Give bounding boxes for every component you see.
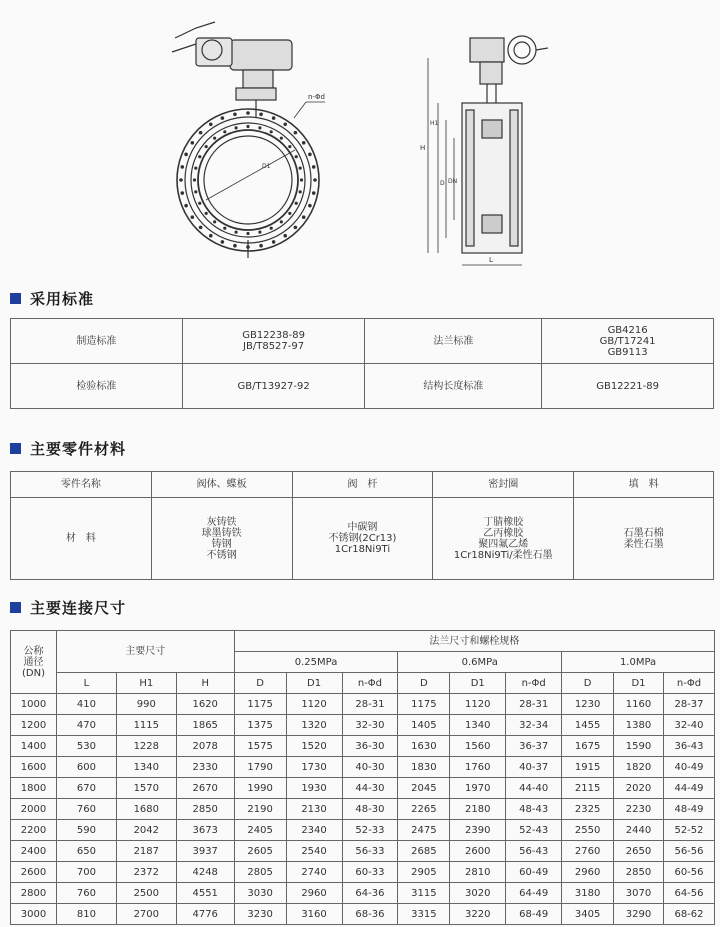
table-cell: 3180	[562, 883, 614, 904]
table-cell: 石墨石棉 柔性石墨	[574, 498, 714, 580]
table-cell: 64-36	[342, 883, 398, 904]
table-cell: 1455	[562, 715, 614, 736]
table-row	[11, 715, 715, 736]
bolt-hole	[258, 231, 261, 234]
table-cell: 3937	[176, 841, 234, 862]
table-cell: 制造标准	[11, 319, 183, 364]
dimensions-section-title	[10, 597, 126, 617]
table-cell: 2685	[398, 841, 450, 862]
col-header: D1	[614, 673, 664, 694]
bolt-hole	[233, 244, 237, 248]
table-cell: 2670	[176, 778, 234, 799]
table-cell: 2760	[562, 841, 614, 862]
table-cell: 2550	[562, 820, 614, 841]
table-row	[11, 694, 715, 715]
bolt-hole	[194, 166, 197, 169]
table-cell: 810	[56, 904, 116, 925]
table-cell: 32-30	[342, 715, 398, 736]
header-cell: 阀体、蝶板	[151, 472, 292, 498]
table-cell: 56-56	[663, 841, 714, 862]
table-cell: 1915	[562, 757, 614, 778]
table-cell: 36-30	[342, 736, 398, 757]
bolt-hole	[272, 240, 276, 244]
bolt-hole	[302, 141, 306, 145]
table-cell: 1970	[450, 778, 506, 799]
table-cell: 3230	[234, 904, 286, 925]
table-cell: 60-56	[663, 862, 714, 883]
table-cell: 64-56	[663, 883, 714, 904]
table-cell: 1160	[614, 694, 664, 715]
h-label: H	[420, 144, 426, 152]
table-cell: 2440	[614, 820, 664, 841]
table-cell: 1560	[450, 736, 506, 757]
bolt-hole	[180, 165, 184, 169]
table-cell: 1228	[116, 736, 176, 757]
header-cell: 填 料	[574, 472, 714, 498]
table-cell: 64-49	[506, 883, 562, 904]
table-cell: 60-49	[506, 862, 562, 883]
table-cell: 2325	[562, 799, 614, 820]
table-cell: 2187	[116, 841, 176, 862]
table-cell: 1590	[614, 736, 664, 757]
table-cell: 760	[56, 883, 116, 904]
dimensions-table	[10, 630, 715, 925]
table-cell: 2800	[11, 883, 57, 904]
bolt-hole	[209, 122, 213, 126]
table-cell: 68-36	[342, 904, 398, 925]
table-row	[11, 757, 715, 778]
bolt-hole	[288, 212, 291, 215]
table-cell: 2180	[450, 799, 506, 820]
main-header: 主要尺寸	[56, 631, 234, 673]
bolt-hole	[312, 165, 316, 169]
table-cell: 1570	[116, 778, 176, 799]
section-marker	[10, 602, 21, 613]
table-cell: 36-43	[663, 736, 714, 757]
bolt-hole	[184, 204, 188, 208]
table-cell: 检验标准	[11, 364, 183, 409]
table-cell: 1520	[286, 736, 342, 757]
bolt-hole	[308, 153, 312, 157]
col-header: D	[398, 673, 450, 694]
table-cell: 650	[56, 841, 116, 862]
bolt-hole	[270, 227, 273, 230]
table-header-row	[11, 631, 715, 652]
bolt-hole	[190, 141, 194, 145]
materials-section-title	[10, 438, 126, 458]
bolt-hole	[299, 190, 302, 193]
bolt-hole	[234, 126, 237, 129]
table-cell: 700	[56, 862, 116, 883]
bolt-hole	[258, 126, 261, 129]
table-cell: 3000	[11, 904, 57, 925]
table-cell: 410	[56, 694, 116, 715]
table-header-row	[11, 472, 714, 498]
table-cell: 52-43	[506, 820, 562, 841]
bolt-hole	[194, 190, 197, 193]
dimensions-title: 主要连接尺寸	[30, 598, 127, 617]
standards-section-title	[10, 288, 94, 308]
header-cell: 阀 杆	[292, 472, 433, 498]
pressure-header: 0.6MPa	[398, 652, 562, 673]
bolt-hole	[233, 112, 237, 116]
bolt-hole	[312, 191, 316, 195]
table-cell: 1620	[176, 694, 234, 715]
table-cell: 材 料	[11, 498, 152, 580]
table-cell: 2115	[562, 778, 614, 799]
table-cell: GB4216 GB/T17241 GB9113	[542, 319, 714, 364]
h1-label: H1	[430, 120, 439, 127]
table-cell: 2850	[614, 862, 664, 883]
bolt-hole	[272, 116, 276, 120]
table-cell: 2600	[450, 841, 506, 862]
col-header: H1	[116, 673, 176, 694]
table-cell: 1800	[11, 778, 57, 799]
table-cell: 470	[56, 715, 116, 736]
table-cell: 1990	[234, 778, 286, 799]
table-cell: 2740	[286, 862, 342, 883]
table-cell: 3070	[614, 883, 664, 904]
bolt-hole	[270, 130, 273, 133]
table-cell: 2042	[116, 820, 176, 841]
table-row	[11, 498, 714, 580]
table-cell: 2400	[11, 841, 57, 862]
bolt-hole	[205, 212, 208, 215]
bolt-hole	[299, 166, 302, 169]
table-cell: 44-40	[506, 778, 562, 799]
table-cell: 2265	[398, 799, 450, 820]
table-cell: 1680	[116, 799, 176, 820]
table-cell: 2905	[398, 862, 450, 883]
table-row	[11, 364, 714, 409]
table-cell: 1575	[234, 736, 286, 757]
bolt-hole	[246, 245, 250, 249]
bolt-hole	[294, 226, 298, 230]
table-cell: 丁腈橡胶 乙丙橡胶 聚四氟乙烯 1Cr18Ni9Ti/柔性石墨	[433, 498, 574, 580]
table-cell: 3315	[398, 904, 450, 925]
table-header-row	[11, 673, 715, 694]
table-row	[11, 820, 715, 841]
standards-table	[10, 318, 714, 409]
flange-header: 法兰尺寸和螺栓规格	[234, 631, 714, 652]
bolt-hole	[300, 178, 303, 181]
table-cell: 40-49	[663, 757, 714, 778]
section-marker	[10, 293, 21, 304]
header-cell: 密封圈	[433, 472, 574, 498]
table-row	[11, 319, 714, 364]
table-row	[11, 736, 715, 757]
bolt-hole	[184, 153, 188, 157]
table-cell: 600	[56, 757, 116, 778]
table-cell: 1760	[450, 757, 506, 778]
col-header: n-Φd	[663, 673, 714, 694]
table-cell: 32-34	[506, 715, 562, 736]
table-cell: 2190	[234, 799, 286, 820]
bolt-hole	[180, 191, 184, 195]
bolt-hole	[213, 220, 216, 223]
table-row	[11, 904, 715, 925]
col-header: n-Φd	[506, 673, 562, 694]
side-view	[428, 36, 548, 265]
table-cell: 40-30	[342, 757, 398, 778]
d1-label: D1	[262, 163, 271, 170]
materials-title: 主要零件材料	[30, 439, 127, 458]
table-cell: 1175	[398, 694, 450, 715]
bolt-hole	[246, 232, 249, 235]
table-cell: 1375	[234, 715, 286, 736]
table-cell: 中碳钢 不锈钢(2Cr13) 1Cr18Ni9Ti	[292, 498, 433, 580]
table-cell: 2000	[11, 799, 57, 820]
col-header: D	[562, 673, 614, 694]
table-cell: 28-31	[506, 694, 562, 715]
bolt-hole	[199, 226, 203, 230]
table-cell: 56-33	[342, 841, 398, 862]
bolt-hole	[259, 244, 263, 248]
bolt-hole	[294, 131, 298, 135]
table-cell: 2650	[614, 841, 664, 862]
table-cell: 1790	[234, 757, 286, 778]
table-cell: 1200	[11, 715, 57, 736]
table-cell: 3030	[234, 883, 286, 904]
table-cell: 2020	[614, 778, 664, 799]
table-cell: 56-43	[506, 841, 562, 862]
table-cell: 2475	[398, 820, 450, 841]
table-cell: 1115	[116, 715, 176, 736]
table-cell: 68-49	[506, 904, 562, 925]
table-cell: 2540	[286, 841, 342, 862]
bolt-hole	[259, 112, 263, 116]
col-header: D1	[286, 673, 342, 694]
standards-title: 采用标准	[30, 289, 95, 308]
bolt-hole	[234, 231, 237, 234]
valve-drawing	[0, 0, 720, 280]
table-cell: 760	[56, 799, 116, 820]
table-cell: 4551	[176, 883, 234, 904]
table-cell: 3673	[176, 820, 234, 841]
table-cell: 1930	[286, 778, 342, 799]
table-cell: 48-49	[663, 799, 714, 820]
table-cell: 2810	[450, 862, 506, 883]
bolt-hole	[223, 227, 226, 230]
bolt-hole	[313, 178, 317, 182]
table-row	[11, 862, 715, 883]
table-cell: 40-37	[506, 757, 562, 778]
bolt-hole	[308, 204, 312, 208]
bolt-hole	[209, 234, 213, 238]
table-cell: 1000	[11, 694, 57, 715]
materials-table	[10, 471, 714, 580]
table-cell: 990	[116, 694, 176, 715]
col-header: D1	[450, 673, 506, 694]
bolt-hole	[295, 155, 298, 158]
table-cell: 3220	[450, 904, 506, 925]
bolt-hole	[283, 122, 287, 126]
table-cell: 2372	[116, 862, 176, 883]
front-view	[172, 22, 325, 258]
table-cell: 2078	[176, 736, 234, 757]
table-cell: 1820	[614, 757, 664, 778]
table-row	[11, 841, 715, 862]
table-cell: 28-37	[663, 694, 714, 715]
table-row	[11, 799, 715, 820]
table-cell: 2230	[614, 799, 664, 820]
table-cell: 2960	[286, 883, 342, 904]
pressure-header: 0.25MPa	[234, 652, 398, 673]
table-cell: 1600	[11, 757, 57, 778]
table-cell: 2390	[450, 820, 506, 841]
table-cell: 530	[56, 736, 116, 757]
table-cell: 2500	[116, 883, 176, 904]
bolt-hole	[246, 125, 249, 128]
bolt-hole	[283, 234, 287, 238]
table-cell: 1120	[286, 694, 342, 715]
table-cell: 2200	[11, 820, 57, 841]
bolt-hole	[280, 137, 283, 140]
table-cell: 法兰标准	[365, 319, 542, 364]
col-header: n-Φd	[342, 673, 398, 694]
table-cell: 1120	[450, 694, 506, 715]
bolt-hole	[295, 202, 298, 205]
bolt-hole	[280, 220, 283, 223]
bolt-hole	[221, 116, 225, 120]
table-cell: 2405	[234, 820, 286, 841]
table-cell: 2960	[562, 862, 614, 883]
n-phi-d-label: n-Φd	[308, 93, 325, 101]
bolt-hole	[190, 215, 194, 219]
bolt-hole	[193, 178, 196, 181]
col-header: H	[176, 673, 234, 694]
table-cell: 590	[56, 820, 116, 841]
table-cell: 1730	[286, 757, 342, 778]
col-header: D	[234, 673, 286, 694]
bolt-hole	[205, 145, 208, 148]
table-cell: 1675	[562, 736, 614, 757]
bolt-hole	[302, 215, 306, 219]
table-cell: 1380	[614, 715, 664, 736]
table-cell: 2600	[11, 862, 57, 883]
table-cell: 1175	[234, 694, 286, 715]
table-cell: 32-40	[663, 715, 714, 736]
table-cell: 3160	[286, 904, 342, 925]
table-cell: 44-30	[342, 778, 398, 799]
table-cell: 1320	[286, 715, 342, 736]
table-cell: GB12221-89	[542, 364, 714, 409]
table-cell: 3405	[562, 904, 614, 925]
table-cell: 3290	[614, 904, 664, 925]
header-cell: 零件名称	[11, 472, 152, 498]
table-cell: 3020	[450, 883, 506, 904]
dn-label: DN	[448, 178, 458, 185]
table-cell: 4248	[176, 862, 234, 883]
bolt-hole	[223, 130, 226, 133]
table-cell: GB/T13927-92	[182, 364, 365, 409]
bolt-hole	[288, 145, 291, 148]
pressure-header: 1.0MPa	[562, 652, 715, 673]
bolt-hole	[199, 131, 203, 135]
bolt-hole	[213, 137, 216, 140]
table-cell: 灰铸铁 球墨铸铁 铸钢 不锈钢	[151, 498, 292, 580]
bolt-hole	[198, 202, 201, 205]
table-cell: 1865	[176, 715, 234, 736]
table-cell: 52-33	[342, 820, 398, 841]
bolt-hole	[179, 178, 183, 182]
table-cell: 2805	[234, 862, 286, 883]
table-cell: 2340	[286, 820, 342, 841]
bolt-hole	[198, 155, 201, 158]
table-cell: 结构长度标准	[365, 364, 542, 409]
d-label: D	[440, 180, 445, 187]
table-cell: 1340	[450, 715, 506, 736]
table-cell: 2330	[176, 757, 234, 778]
table-cell: GB12238-89 JB/T8527-97	[182, 319, 365, 364]
table-cell: 1400	[11, 736, 57, 757]
section-marker	[10, 443, 21, 454]
table-cell: 1230	[562, 694, 614, 715]
bolt-hole	[221, 240, 225, 244]
table-cell: 1630	[398, 736, 450, 757]
table-cell: 1405	[398, 715, 450, 736]
bolt-holes	[179, 111, 317, 249]
l-label: L	[489, 256, 493, 264]
table-cell: 48-43	[506, 799, 562, 820]
dn-header: 公称 通径 (DN)	[11, 631, 57, 694]
table-cell: 44-49	[663, 778, 714, 799]
table-cell: 2605	[234, 841, 286, 862]
bolt-hole	[246, 111, 250, 115]
table-cell: 52-52	[663, 820, 714, 841]
table-cell: 2700	[116, 904, 176, 925]
table-row	[11, 883, 715, 904]
table-cell: 2850	[176, 799, 234, 820]
table-cell: 28-31	[342, 694, 398, 715]
table-cell: 1830	[398, 757, 450, 778]
table-cell: 2130	[286, 799, 342, 820]
table-row	[11, 778, 715, 799]
col-header: L	[56, 673, 116, 694]
table-cell: 48-30	[342, 799, 398, 820]
table-cell: 670	[56, 778, 116, 799]
table-cell: 68-62	[663, 904, 714, 925]
table-cell: 1340	[116, 757, 176, 778]
table-cell: 36-37	[506, 736, 562, 757]
table-cell: 60-33	[342, 862, 398, 883]
table-cell: 2045	[398, 778, 450, 799]
table-cell: 3115	[398, 883, 450, 904]
table-cell: 4776	[176, 904, 234, 925]
